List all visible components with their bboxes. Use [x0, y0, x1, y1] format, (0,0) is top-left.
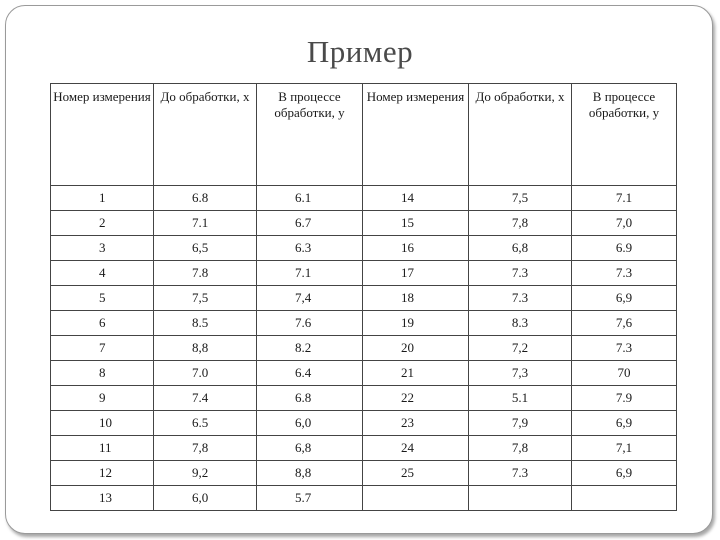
cell-before-2	[469, 486, 572, 511]
table-row	[51, 411, 677, 436]
cell-before: 6.5	[154, 411, 257, 436]
header-during-processing-2: В процессе обработки, y	[572, 84, 677, 186]
cell-during-2: 6,9	[572, 461, 677, 486]
cell-number: 1	[51, 186, 154, 211]
cell-before: 7.8	[154, 261, 257, 286]
cell-during: 6.7	[257, 211, 363, 236]
cell-during-2: 7.3	[572, 261, 677, 286]
cell-number: 4	[51, 261, 154, 286]
cell-during-2: 70	[572, 361, 677, 386]
cell-number: 10	[51, 411, 154, 436]
cell-before: 8.5	[154, 311, 257, 336]
cell-number: 2	[51, 211, 154, 236]
cell-before-2: 7,9	[469, 411, 572, 436]
table-row	[51, 211, 677, 236]
slide-title: Пример	[306, 34, 414, 69]
cell-number: 8	[51, 361, 154, 386]
table-row	[51, 461, 677, 486]
cell-before-2: 7,8	[469, 211, 572, 236]
cell-during-2: 6.9	[572, 236, 677, 261]
cell-during: 8,8	[257, 461, 363, 486]
cell-before: 8,8	[154, 336, 257, 361]
cell-before: 6,0	[154, 486, 257, 511]
table-row	[51, 261, 677, 286]
table-row	[51, 336, 677, 361]
cell-during-2: 7.1	[572, 186, 677, 211]
table-row	[51, 486, 677, 511]
header-measurement-number: Номер измерения	[51, 84, 154, 186]
cell-before: 9,2	[154, 461, 257, 486]
cell-number: 6	[51, 311, 154, 336]
cell-before: 7.4	[154, 386, 257, 411]
measurement-table	[50, 83, 677, 511]
cell-before-2: 5.1	[469, 386, 572, 411]
cell-during: 6.8	[257, 386, 363, 411]
cell-before-2: 7.3	[469, 461, 572, 486]
cell-during-2: 7,1	[572, 436, 677, 461]
cell-during: 6,0	[257, 411, 363, 436]
cell-during: 5.7	[257, 486, 363, 511]
cell-during: 6.3	[257, 236, 363, 261]
table-row	[51, 386, 677, 411]
cell-before: 7.0	[154, 361, 257, 386]
cell-during-2: 6,9	[572, 286, 677, 311]
cell-before-2: 7,8	[469, 436, 572, 461]
cell-number: 5	[51, 286, 154, 311]
cell-before: 6,5	[154, 236, 257, 261]
cell-number: 13	[51, 486, 154, 511]
cell-number-2: 18	[363, 286, 469, 311]
cell-during-2: 7,0	[572, 211, 677, 236]
table-row	[51, 361, 677, 386]
header-during-processing: В процессе обработки, y	[257, 84, 363, 186]
cell-number-2: 17	[363, 261, 469, 286]
table-row	[51, 186, 677, 211]
cell-during: 7.1	[257, 261, 363, 286]
cell-number-2: 15	[363, 211, 469, 236]
cell-during: 6.1	[257, 186, 363, 211]
cell-number-2	[363, 486, 469, 511]
cell-during: 7.6	[257, 311, 363, 336]
cell-number: 3	[51, 236, 154, 261]
cell-during: 8.2	[257, 336, 363, 361]
cell-during-2: 7.9	[572, 386, 677, 411]
cell-number-2: 25	[363, 461, 469, 486]
header-measurement-number-2: Номер измерения	[363, 84, 469, 186]
cell-number: 11	[51, 436, 154, 461]
table-row	[51, 311, 677, 336]
table-row	[51, 236, 677, 261]
cell-before-2: 7,2	[469, 336, 572, 361]
cell-during-2: 7,6	[572, 311, 677, 336]
cell-number: 12	[51, 461, 154, 486]
cell-before: 7,8	[154, 436, 257, 461]
table-header-row	[51, 84, 677, 186]
cell-before: 7.1	[154, 211, 257, 236]
header-before-processing-2: До обработки, x	[469, 84, 572, 186]
cell-number-2: 19	[363, 311, 469, 336]
header-before-processing: До обработки, x	[154, 84, 257, 186]
cell-before-2: 6,8	[469, 236, 572, 261]
cell-number: 7	[51, 336, 154, 361]
cell-before-2: 7.3	[469, 261, 572, 286]
cell-number-2: 14	[363, 186, 469, 211]
cell-number-2: 22	[363, 386, 469, 411]
cell-before-2: 7.3	[469, 286, 572, 311]
cell-during-2: 7.3	[572, 336, 677, 361]
cell-number: 9	[51, 386, 154, 411]
cell-number-2: 24	[363, 436, 469, 461]
cell-number-2: 20	[363, 336, 469, 361]
cell-number-2: 16	[363, 236, 469, 261]
cell-before-2: 7,5	[469, 186, 572, 211]
cell-before-2: 7,3	[469, 361, 572, 386]
cell-number-2: 21	[363, 361, 469, 386]
cell-during-2: 6,9	[572, 411, 677, 436]
cell-during-2	[572, 486, 677, 511]
cell-before-2: 8.3	[469, 311, 572, 336]
table-row	[51, 286, 677, 311]
cell-during: 6.4	[257, 361, 363, 386]
cell-during: 7,4	[257, 286, 363, 311]
cell-number-2: 23	[363, 411, 469, 436]
table-row	[51, 436, 677, 461]
cell-during: 6,8	[257, 436, 363, 461]
cell-before: 6.8	[154, 186, 257, 211]
cell-before: 7,5	[154, 286, 257, 311]
